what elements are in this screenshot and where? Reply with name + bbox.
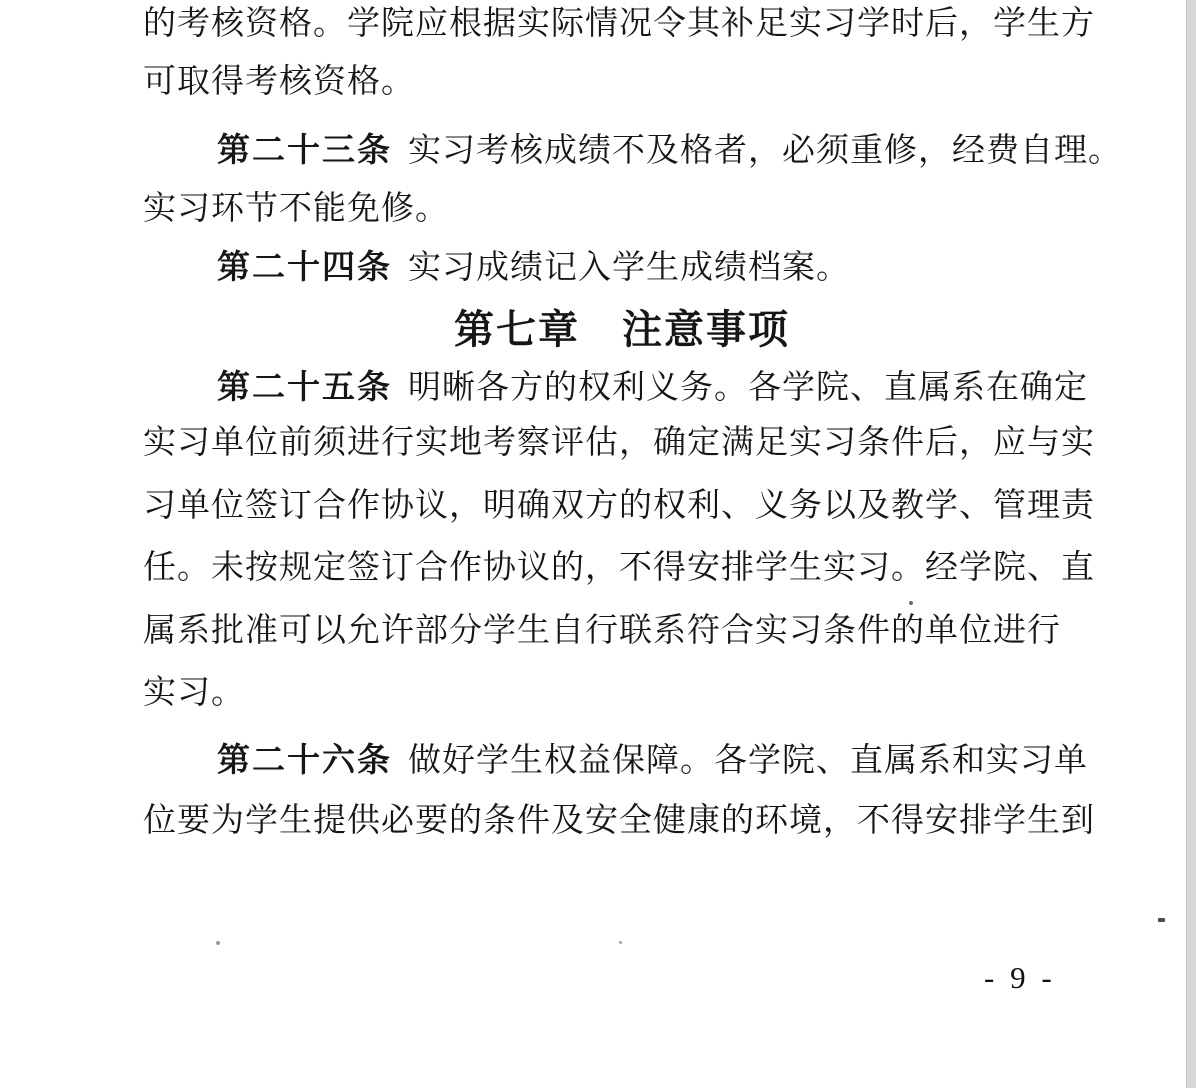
line-text: 属系批准可以允许部分学生自行联系符合实习条件的单位进行 [143,613,1061,649]
article-number: 第二十三条 [217,130,392,169]
line-text: 任。未按规定签订合作协议的，不得安排学生实习。经学院、直 [143,550,1095,586]
text-line [143,413,1095,474]
line-text: 实习考核成绩不及格者，必须重修，经费自理。 [408,133,1122,169]
page-edge-strip [1186,0,1196,1088]
text-line [143,179,1087,240]
line-text: 可取得考核资格。 [143,64,415,100]
document-body [143,0,1122,1088]
text-line [143,356,1087,419]
scan-speck [216,941,220,945]
line-text: 习单位签订合作协议，明确双方的权利、义务以及教学、管理责 [143,488,1095,524]
line-text: 实习单位前须进行实地考察评估，确定满足实习条件后，应与实 [143,425,1095,461]
line-text: 实习。 [143,675,245,711]
line-text: 做好学生权益保障。各学院、直属系和实习单 [408,743,1088,779]
page-number: - 9 - [984,960,1056,995]
article-number: 第二十四条 [217,247,392,286]
text-line [143,663,1087,724]
line-text: 的考核资格。学院应根据实际情况令其补足实习学时后，学生方 [143,6,1095,42]
scan-speck [909,601,913,605]
text-line [143,476,1095,537]
line-text: 明晰各方的权利义务。各学院、直属系在确定 [408,370,1088,406]
chapter-heading [143,300,1087,361]
article-number: 第二十六条 [217,740,392,779]
text-line [143,601,1087,662]
text-line [143,791,1095,852]
text-line [143,0,1095,55]
line-text: 位要为学生提供必要的条件及安全健康的环境，不得安排学生到 [143,803,1095,839]
article-number: 第二十五条 [217,367,392,406]
scan-speck [1158,918,1165,922]
line-text: 实习成绩记入学生成绩档案。 [408,250,850,286]
text-line [143,119,1122,182]
text-line [143,729,1087,792]
text-line [143,236,1087,299]
text-line [143,538,1095,599]
scan-speck [619,941,622,944]
text-line [143,52,1087,113]
article-number: 第七章 注意事项 [454,307,790,353]
line-text: 实习环节不能免修。 [143,191,449,227]
